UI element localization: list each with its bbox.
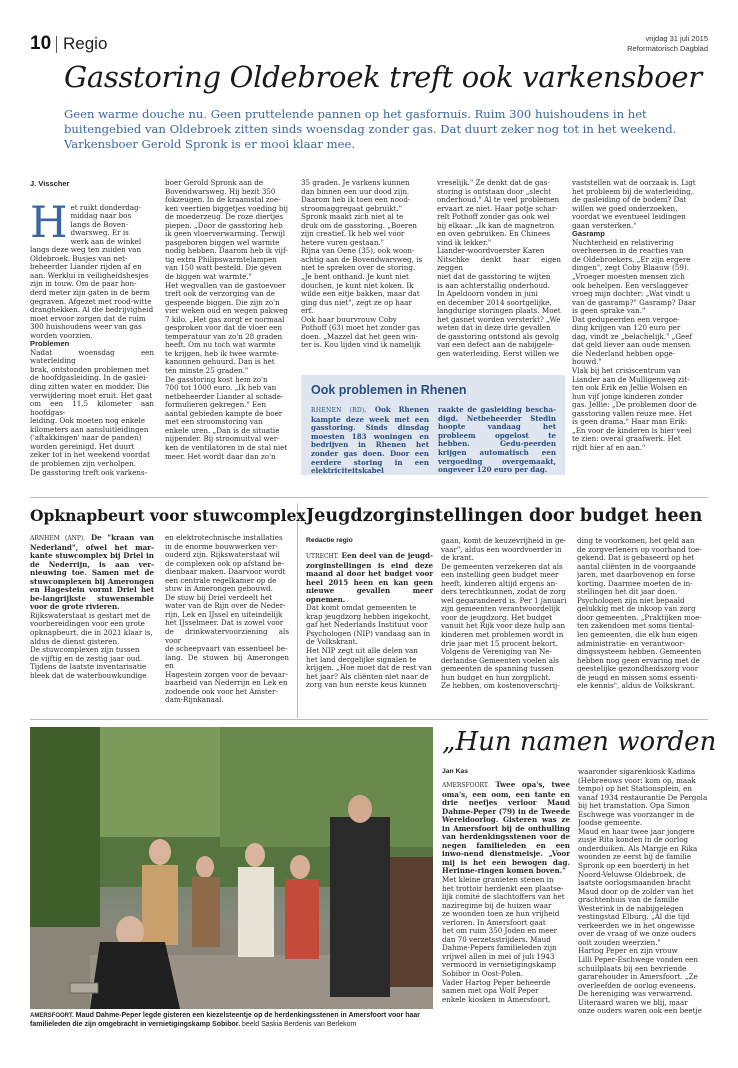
caption-dateline: AMERSFOORT.	[30, 1013, 74, 1019]
photo-scene	[30, 727, 433, 1009]
namen-column-1	[442, 781, 570, 1061]
jeugdzorg-column-2: gaan, komt de keuzevrijheid in ge- vaar", aldus een woordvoerder in de krant. De gemeenten verzekeren dat als een instelling geen budget meer heeft, kinderen altijd ergens an- ders terechtkunnen, zodat de zorg wel gegarandeerd is. Per 1 januari zijn gemeenten verantwoordelijk voor de jeugdzorg. Het budget vanuit het Rijk voor deze hulp aan kinderen met problemen wordt in drie jaar met 15 procent bekort. Volgens de Vereniging van Ne- derlandse Gemeenten voelen als gemeenten de spanning tussen hun budget en hun zorgplicht. Ze hebben, om kostenoverschrij-	[441, 537, 567, 691]
subhead-gasramp: Gasramp	[572, 229, 605, 239]
header-divider	[56, 36, 57, 53]
drop-cap: H	[30, 197, 68, 248]
horizontal-rule	[30, 497, 708, 498]
page-header	[30, 33, 708, 57]
stuw-headline: Opknapbeurt voor stuwcomplex	[30, 506, 306, 525]
stuw-column-2: en elektrotechnische installaties in de enorme bouwwerken ver- ouderd zijn. Rijkswaterstaat wil de complexen ook op afstand be- dienbaar maken. Daarvoor wordt een centrale regelkamer op de stuw in Amerongen gebouwd. De stuw bij Driel verdeelt het water van de Rijn over de Neder- rijn, Lek en IJssel en uiteindelijk het IJsselmeer. Dat is zowel voor de drinkwatervoorziening als voor de scheepvaart van essentieel be- lang. De stuwen bij Amerongen en Hagestein zorgen voor de bevaar- baarheid van Nederrijn en Lek en zodoende ook voor het Amster- dam-Rijnkanaal.	[165, 534, 289, 705]
stuw-column-1	[30, 534, 154, 714]
namen-lead-text: Twee opa's, twee oma's, een oom, een tante en drie neefjes verloor Maud Dahme-Peper (79) in de Tweede Wereldoorlog. Gisteren was ze in Amersfoort bij de onthulling van herdenkingsstenen voor de negen familieleden en een inwo-nend dienstmeisje. „Voor mij is het een bewogen dag. Herinne-ringen komen boven."	[442, 781, 570, 876]
main-column-5	[572, 179, 708, 509]
main-column-4: vreselijk." Ze denkt dat de gas- storing is ontstaan door „slecht onderhoud." Al te veel problemen ervaart ze niet. Haar potje schar- relt Pothoff zonder gas ook wel bij elkaar. „Ik kan de magnetron en oven gebruiken. En Chinees vind ik lekker." Liander-woordvoerster Karen Nitschke denkt haar eigen zeggen niet dat de gasstoring te wijten is aan achterstallig onderhoud. In Apeldoorn vonden in juni en december 2014 soortgelijke, langdurige storingen plaats. Moet het gasnet worden versterkt? „We weten dat in deze drie gevallen de gasstoring ontstond als gevolg van een defect aan de nabijgele- gen waterleiding. Eerst willen we	[437, 179, 561, 358]
main-column-1	[30, 195, 154, 490]
namen-column-2: waaronder sigarenkiosk Kadima (Hebreeuws voor: kom op, maak tempo) op het Stationsplein, en vanaf 1934 restaurantie De Pergola bij het tramstation. Opa Simon Eschwege was voorzanger in de Joodse gemeente. Maud en haar twee jaar jongere zusje Rita konden in de oorlog onderduiken. Als Margje en Rika woonden ze eerst bij de familie Spronk op een boerderij in het Noord-Veluwse Oldebroek, de laatste oorlogsmaanden bracht Maud door op de zolder van het grachtenhuis van de familie Westerink in de nabijgelegen vestingstad Elburg. „Al die tijd verkeerden we in het ongewisse over de vraag of we onze ouders ooit zouden weerzien." Hartog Peper en zijn vrouw Lilli Peper-Eschwege vonden een schuilplaats bij een bevriende garагehouder in Amersfoort. „Ze overleefden de oorlog eveneens. De hereniging was verwarrend. Uiteraard waren we blij, maar onze ouders waren ook een beetje	[578, 768, 708, 1016]
namen-dateline: AMERSFOORT.	[442, 782, 489, 789]
jeugdzorg-lead-text: Een deel van de jeugd-zorginstellingen is eind deze maand al door het budget voor heel 2015 heen en kan geen nieuwe gevallen meer opnemen.	[306, 552, 433, 604]
jeugdzorg-headline: Jeugdzorginstellingen door budget heen	[306, 506, 703, 526]
rhenen-box-dateline: RHENEN (RD).	[311, 407, 367, 414]
jeugdzorg-byline: Redactie regio	[306, 537, 353, 544]
main-col5-a: vaststellen wat de oorzaak is. Ligt het probleem bij de waterleiding, de gasleiding of de bodem? Dat willen we goed onderzoeken, voordat we eventueel leidingen gaan versterken."	[572, 179, 696, 230]
photo-credit: beeld Saskia Berdenis van Berlekom	[242, 1020, 357, 1028]
main-intro: Geen warme douche nu. Geen pruttelende pannen op het gasfornuis. Ruim 300 huishoudens in het buitengebied van Oldebroek zitten sinds woensdag zonder gas. Dat duurt zeker nog tot in het weekend. Varkensboer Gerold Spronk is er mooi klaar mee.	[64, 107, 677, 151]
issue-date: vrijdag 31 juli 2015	[645, 34, 708, 43]
photo-caption	[30, 1012, 435, 1029]
rhenen-box-left	[311, 406, 429, 476]
main-column-2: boer Gerold Spronk aan de Bovendwarsweg. Hij bezit 350 fokzeugen. In de kraamstal zoe- ken veertien biggetjes voeding bij de moederzeug. De roze diertjes piepen. „Door de gasstoring heb ik geen vloerverwarming. Terwijl pasgeboren biggen wel warmte nodig hebben. Daarom heb ik vijf- tig extra Philipswarmtelampen van 150 watt besteld. Die geven de biggen wat warmte." Het wegvallen van de gastoevoer treft ook de verzorging van de gespeende biggen. Die zijn zo'n vier weken oud en wegen pakweg 7 kilo. „Het gas zorgt er normaal gesproken voor dat de vloer een temperatuur van zo'n 28 graden heeft. Om nu toch wat warmte te krijgen, heb ik twee warmte- kanonnen gehuurd. Dan is het tén minste 25 graden." De gasstoring kost hem zo'n 700 tot 1000 euro. „Ik heb van netbeheerder Liander al schade- formulieren gekregen." Een aantal gebieden kampte de boer met een stroomstoring van enkele uren. „Dan is de situatie nijpender. Bij stroomuitval wer- ken de ventilatoren in de stal niet meer. Het wordt daar dan zo'n	[165, 179, 288, 461]
namen-byline: Jan Kas	[442, 768, 469, 775]
jeugdzorg-column-1	[306, 552, 433, 714]
photo	[30, 727, 433, 1009]
subhead-problemen: Problemen	[30, 339, 70, 349]
jeugdzorg-dateline: UTRECHT.	[306, 553, 339, 560]
main-col5-b: Nuchterheid en relativering overheersen in de reacties van de Oldebroekers. „Er zijn ergere dingen", zegt Coby Blaauw (59). „Vroeger moesten mensen zich ook behelpen. Een verslaggever vroeg mijn dochter: „Wat vindt u van de gasramp?" Gasramp? Daar is geen sprake van." Dat gedupeerden een vergoe- ding krijgen van 120 euro per dag, vindt ze „belachelijk." „Geef dat geld liever aan oude mensen die Nederland hebben opge- bouwd." Vlak bij het crisiscentrum van Liander aan de Mulligenweg zit- ten ook Erik en Jellie Wolsen en hun vijf jonge kinderen zonder gas. Jellie: „De problemen door de gasstoring vallen reuze mee. Het is geen drama." Haar man Erik: „En voor de kinderen is hier veel te zien: overal graafwerk. Het rijdt hier af en aan."	[572, 237, 697, 452]
vertical-rule	[297, 503, 298, 718]
stuw-lead	[30, 534, 154, 611]
main-headline: Gasstoring Oldebroek treft ook varkensboer	[64, 60, 702, 94]
section-name: Regio	[63, 34, 108, 53]
main-col1-lead: et ruikt donderdag- middag naar bos langs de Boven- dwarsweg. Er is werk aan de winkel langs deze weg ten zuiden van Oldebroek. Busjes van net- beheerder Liander rijden af en aan. Werklui in veiligheidshesjes zijn in touw. Om de paar hon- derd meter zijn gaten in de berm gegraven. Afgezet met rood-witte dranghekken. Al die bedrijvigheid moet ervoor zorgen dat de ruim 300 huishoudens weer van gas worden voorzien.	[30, 202, 154, 340]
main-byline: J. Visscher	[30, 179, 70, 188]
rhenen-box-title: Ook problemen in Rhenen	[311, 383, 467, 397]
page-number: 10	[30, 33, 52, 54]
namen-headline: „Hun namen worden	[442, 727, 717, 757]
caption-text: Maud Dahme-Peper legde gisteren een kiezelsteentje op de herdenkingsstenen in Amersfoort voor haar familieleden die zijn omgebracht in vernietigingskamp Sobibor.	[30, 1012, 421, 1028]
rhenen-box	[301, 375, 565, 475]
stuw-dateline: ARNHEM (ANP).	[30, 535, 86, 542]
paper-name: Reformatorisch Dagblad	[627, 44, 708, 53]
rhenen-box-left-text: Ook Rhenen kampte deze week met een gasstoring. Sinds dinsdag moesten 183 woningen en bedrijven in Rhenen het zonder gas doen. Door een eerdere storing in een elektriciteitskabel	[311, 405, 429, 476]
main-col1-rest: Nadat woensdag een waterleiding brak, ontstonden problemen met de hoofdgasleiding. In de gaslei- ding zitten water en modder. Die verwijdering moet eruit. Het gaat om een 11,5 kilometer aan hoofdgas- leiding. Ook moeten nog enkele kilometers aan aansluitleidingen ('aftakkingen' naar de panden) worden gereinigd. Het duurt zeker tot in het weekend voordat de problemen zijn verholpen. De gasstoring treft ook varkens-	[30, 347, 154, 477]
jeugdzorg-column-3: ding te voorkomen, het geld aan de zorgverleners op voorhand toe- gekend. Dat is gebaseerd op het aantal cliënten in de voorgaande jaren, met daarbovenop en forse korting. Daarmee moeten de in- stellingen het dit jaar doen. Psychologen zijn niet bepaald gelukkig met de inkoop van zorg door gemeenten. „Praktijken moe- ten zakendoen met soms tiental- len gemeenten, die elk hun eigen administratie- en verantwoor- dingssysteem hebben. Gemeenten hebben nog geen ervaring met de geestelijke gezondheidszorg voor de jeugd en missen soms essenti- ele kennis", aldus de Volkskrant.	[577, 537, 702, 691]
namen-col1-rest: Met kleine granieten stenen in het trottoir herdenkt een plaatse- lijk comité de slachtoffers van het naziregime bij de huizen waar ze woonden toen ze hun vrijheid verloren. In Amersfoort gaat het om ruim 350 Joden en meer dan 70 verzetsstrijders. Maud Dahme-Pepers familieleden zijn vrijwel allen in mei of juli 1943 vermoord in vernietigingskamp Sobibor in Oost-Polen. Vader Hartog Peper beheerde samen met opa Wolf Peper enkele kiosken in Amersfoort,	[442, 875, 565, 1004]
horizontal-rule-2	[30, 719, 708, 720]
main-column-3: 35 graden. Je varkens kunnen dan binnen een uur dood zijn. Daarom heb ik toen een nood- stroomaggregaat gebruikt." Spronk maakt zich niet al te druk om de gasstoring. „Boeren zijn creatief. Ik heb wel voor hetere vuren gestaan." Rijna van Oene (35), ook woon- achtig aan de Bovendwarsweg, is niet te spreken over de storing. „Je bent onthand. Je kunt niet douchen, je kunt niet koken. Ik wilde een eitje bakken, maar dat ging dus niet", zegt ze op haar erf. Ook haar buurvrouw Coby Pothoff (63) moet het zonder gas doen. „Mazzel dat het geen win- ter is. Kou lijden vind ik namelijk	[301, 179, 423, 350]
namen-lead	[442, 781, 570, 875]
stuw-col1-rest: Rijkswaterstaat is gestart met de voorbereidingen voor een grote opknapbeurt, die in 2021 klaar is, aldus de dienst gisteren. De stuwcomplexen zijn tussen de vijftig en de zestig jaar oud. Tijdens de laatste inventarisatie bleek dat de waterbouwkundige	[30, 610, 153, 680]
rhenen-box-right: raakte de gasleiding bescha-digd. Netbeheerder Stedin hoopte vandaag het probleem opgelost te hebben. Gedu-peerden krijgen automatisch een vergoeding overgemaakt, ongeveer 120 euro per dag.	[438, 405, 556, 475]
jeugdzorg-col1-rest: Dat komt omdat gemeenten te krap jeugdzorg hebben ingekocht, gaf het Nederlands Instituut voor Psychologen (NIP) vandaag aan in de Volkskrant. Het NIP zegt uit alle delen van het land dergelijke signalen te krijgen. „Hoe moet dat de rest van het jaar? Als cliënten niet naar de zorg van hun eerste keus kunnen	[306, 603, 432, 690]
stuw-lead-text: De "kraan van Nederland", ofwel het mar-kante stuwcomplex bij Driel in de Nederrijn, is aan ver-nieuwing toe. Samen met de stuwcomplexen bij Amerongen en Hagestein vormt Driel het be-langrijkste stuwensemble voor de grote rivieren.	[30, 534, 154, 612]
jeugdzorg-lead	[306, 552, 433, 604]
